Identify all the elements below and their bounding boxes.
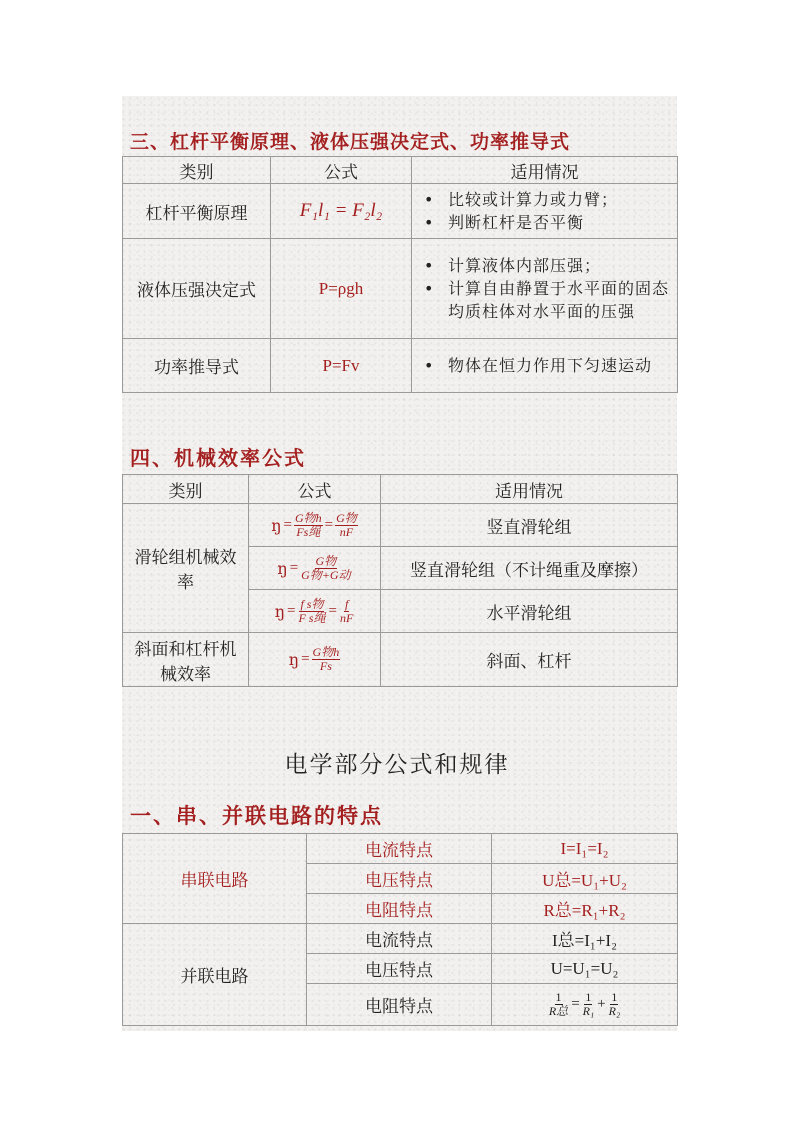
formula-cell: ŋ = $\frac{\text{G物}}{\text{G物+G动}}$ [249,547,381,590]
table-row [123,339,678,393]
header-conditions: 适用情况 [412,157,678,184]
category-cell: 杠杆平衡原理 [123,184,271,239]
conditions-cell: 竖直滑轮组（不计绳重及摩擦） [381,547,678,590]
circuit-features-table [122,833,678,1026]
formula-cell: P=Fv [271,339,412,393]
table-row [123,924,678,954]
formula-cell: $\frac{1}{\text{R总}}$ = $\frac{1}{\text{R₁}}$ + $\frac{1}{\text{R₂}}$ [492,984,678,1026]
condition-item: • 判断杠杆是否平衡 [424,211,673,234]
category-cell: 滑轮组机械效率 [123,504,249,633]
section4-title: 四、机械效率公式 [130,446,306,470]
feature-cell: 电阻特点 [307,984,492,1026]
header-category: 类别 [123,157,271,184]
header-conditions: 适用情况 [381,475,678,504]
table-row [123,633,678,687]
parallel-label: 并联电路 [123,924,307,1026]
table-row [123,239,678,339]
main-title: 电学部分公式和规律 [284,752,510,778]
formula-cell: U=U₁=U₂ [492,954,678,984]
formula-cell: I总=I₁+I₂ [492,924,678,954]
conditions-cell: 竖直滑轮组 [381,504,678,547]
table-row [123,504,678,547]
header-category: 类别 [123,475,249,504]
formula-cell: P=ρgh [271,239,412,339]
condition-item: • 比较或计算力或力臂； [424,188,673,211]
feature-cell: 电阻特点 [307,894,492,924]
conditions-cell [412,239,678,339]
conditions-cell: 斜面、杠杆 [381,633,678,687]
formula-cell: R总=R₁+R₂ [492,894,678,924]
series-label: 串联电路 [123,834,307,924]
feature-cell: 电压特点 [307,864,492,894]
category-cell: 功率推导式 [123,339,271,393]
category-cell: 斜面和杠杆机械效率 [123,633,249,687]
conditions-cell: 水平滑轮组 [381,590,678,633]
feature-cell: 电流特点 [307,924,492,954]
formula-cell: I=I₁=I₂ [492,834,678,864]
table-header-row [123,157,678,184]
feature-cell: 电压特点 [307,954,492,984]
condition-item: • 物体在恒力作用下匀速运动 [424,354,673,377]
mechanical-efficiency-table [122,474,678,687]
table-row [123,834,678,864]
lever-pressure-power-table [122,156,678,393]
conditions-cell [412,339,678,393]
header-formula: 公式 [271,157,412,184]
header-formula: 公式 [249,475,381,504]
formula-cell: F₁l₁ = F₂l₂ [271,184,412,239]
formula-cell: ŋ = $\frac{\text{G物h}}{Fs}$ [249,633,381,687]
formula-cell: ŋ = $\frac{\text{G物h}}{\text{Fs绳}}$ = $\frac{\text{G物}}{nF}$ [249,504,381,547]
conditions-cell [412,184,678,239]
formula-cell: ŋ = $\frac{\text{f s物}}{\text{F s绳}}$ = $\frac{f}{nF}$ [249,590,381,633]
table-header-row [123,475,678,504]
section1-title: 一、串、并联电路的特点 [130,803,383,828]
category-cell: 液体压强决定式 [123,239,271,339]
table-row [123,184,678,239]
formula-cell: U总=U₁+U₂ [492,864,678,894]
condition-item: • 计算自由静置于水平面的固态均质柱体对水平面的压强 [424,277,673,323]
section3-title: 三、杠杆平衡原理、液体压强决定式、功率推导式 [130,131,571,153]
condition-item: • 计算液体内部压强； [424,254,673,277]
feature-cell: 电流特点 [307,834,492,864]
